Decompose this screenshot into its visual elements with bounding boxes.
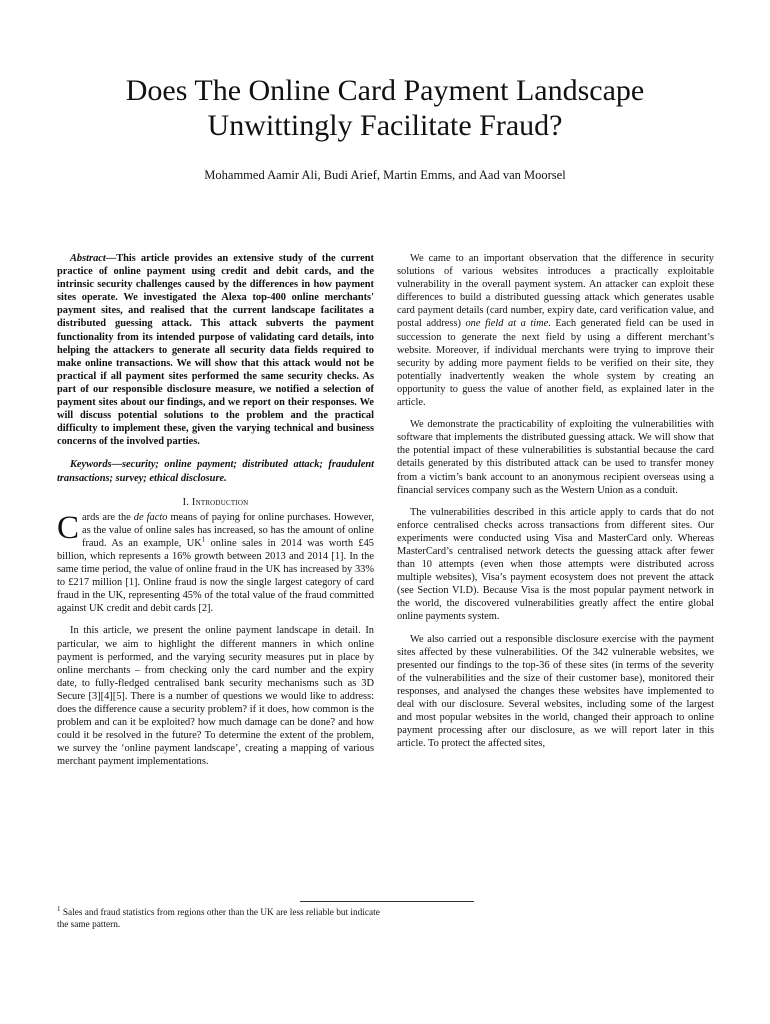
abstract-lead: Abstract—	[70, 253, 117, 264]
title-line-1: Does The Online Card Payment Landscape	[125, 74, 645, 107]
footnote-marker: 1	[57, 904, 61, 913]
intro-p1-defacto: de facto	[133, 511, 168, 523]
section-number: I.	[182, 496, 190, 508]
intro-p1-text-a: ards are the	[82, 511, 134, 523]
right-paragraph-2: We demonstrate the practicability of exploiting the vulnerabilities with software that implements the distributed guessing attack. We will show that the potential impact of these vulnerabilities is substantial because the card details generated by this distributed attack can be used to transfer money from a victim’s bank account to an anonymous recipient overseas using a financial services company such as the Western Union as a conduit.	[397, 419, 714, 496]
section-heading-introduction	[57, 496, 374, 509]
footnote-text: Sales and fraud statistics from regions other than the UK are less reliable but indicate the same pattern.	[57, 908, 380, 930]
intro-paragraph-1	[57, 511, 374, 616]
paper-title	[0, 73, 770, 143]
right-paragraph-4: We also carried out a responsible disclosure exercise with the payment sites affected by these vulnerabilities. Of the 342 vulnerable websites, we presented our findings to the top-36 of these sites (in terms of the severity of the vulnerabilities and the size of their customer base), monitored their responses, and analysed the changes these websites have implemented to deal with our disclosure. Several websites, including some of the largest and most popular websites in the world, changed their approach to online payment processing after our disclosure, as we will report later in this article. To protect the affected sites,	[397, 633, 714, 750]
title-line-2: Unwittingly Facilitate Fraud?	[207, 109, 563, 142]
keywords: Keywords—security; online payment; distributed attack; fraudulent transactions; survey; ethical disclosure.	[57, 459, 374, 484]
right-paragraph-1	[397, 252, 714, 409]
intro-paragraph-2: In this article, we present the online payment landscape in detail. In particular, we aim to highlight the different manners in which online payment is performed, and the varying security measures put in place by online merchants – from checking only the card number and the expiry date, to fully-fledged centralised bank security mechanisms such as 3D Secure [3][4][5]. There is a number of questions we would like to address: does the difference cause a security problem? if it does, how common is the problem and can it be exploited? how much damage can be done? and how could it be resolved in the future? To determine the extent of the problem, we survey the ‘online payment landscape’, creating a mapping of various merchant payment implementations.	[57, 625, 374, 768]
intro-p1-text-c: online sales in 2014 was worth £45 billion, which represents a 16% growth between 2013 and 2014 [1]. In the same time period, the value of online fraud in the UK has increased by 33% to £217 million [1]. Online fraud is now the single largest category of card fraud in the UK, representing 45% of the total value of the fraud committed against UK credit and debit cards [2].	[57, 537, 374, 615]
left-column	[57, 252, 374, 768]
right-column	[397, 252, 714, 750]
right-p1-italic: one field at a time	[465, 318, 549, 330]
abstract-text: This article provides an extensive study of the current practice of online payment using credit and debit cards, and the intrinsic security challenges caused by the differences in how payment sites operate. We investigated the Alexa top-400 online merchants' payment sites, and realised that the current landscape facilitates a distributed guessing attack. This attack subverts the payment functionality from its intended purpose of validating card details, into helping the attackers to generate all security data fields required to make online transactions. We will show that this attack would not be practical if all payment sites performed the same security checks. As part of our responsible disclosure measure, we notified a selection of payment sites about our findings, and we report on their responses. We will discuss potential solutions to the problem and the practical difficulty to implement these, given the varying technical and business concerns of the involved parties.	[57, 253, 374, 448]
footnote	[57, 904, 387, 931]
footnote-ref: 1	[201, 535, 206, 544]
intro-p1-text-b: means of paying for online purchases. However, as the value of online sales has increased, so has the amount of online fraud. As an example, UK	[82, 511, 375, 549]
right-p1-text-b: . Each generated field can be used in succession to generate the next field by using a different merchant’s website. Moreover, if individual merchants were trying to improve their security by adding more payment fields to be verified on their site, they potentially inadvertently weaken the whole system by creating an opportunity to guess the value of another field, as explained later in the article.	[397, 318, 715, 409]
drop-cap: C	[57, 509, 80, 546]
footnote-rule	[300, 901, 474, 902]
right-paragraph-3: The vulnerabilities described in this article apply to cards that do not enforce centralised checks across transactions from different sites. Our experiments were conducted using Visa and MasterCard only. Whereas MasterCard’s centralised network detects the guessing attack after fewer than 10 attempts (even when those attempts were distributed across multiple websites), Visa’s payment ecosystem does not prevent the attack (see Section VI.D). Because Visa is the most popular payment network in the world, the discovered vulnerabilities greatly affect the entire global online payments system.	[397, 506, 714, 623]
abstract	[57, 252, 374, 448]
right-p1-text-a: We came to an important observation that the difference in security solutions of various websites introduces a practically exploitable vulnerability in the overall payment system. An attacker can exploit these differences to build a distributed guessing attack which generates usable card payment details (card number, expiry date, card verification value, and postal address)	[397, 253, 714, 330]
author-list: Mohammed Aamir Ali, Budi Arief, Martin Emms, and Aad van Moorsel	[204, 168, 566, 182]
section-title: Introduction	[191, 496, 249, 508]
